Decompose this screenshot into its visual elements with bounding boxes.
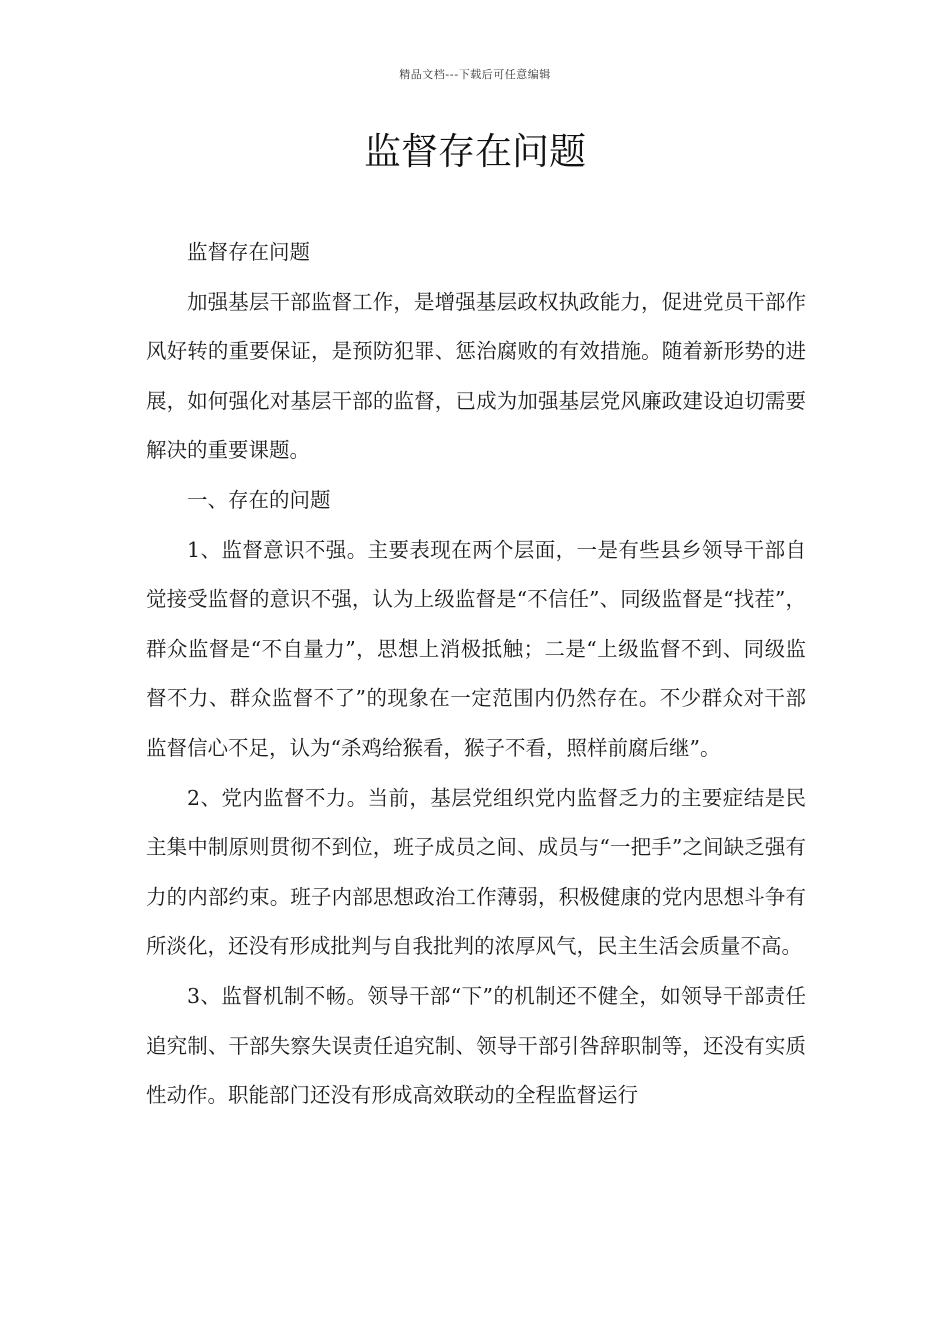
paragraph-item-2: 2、党内监督不力。当前，基层党组织党内监督乏力的主要症结是民主集中制原则贯彻不到位，班子成员之间、成员与“一把手”之间缺乏强有力的内部约束。班子内部思想政治工作薄弱，积极健康的党内思想斗争有所淡化，还没有形成批判与自我批判的浓厚风气，民主生活会质量不高。 bbox=[146, 785, 806, 959]
paragraph-item-3: 3、监督机制不畅。领导干部“下”的机制还不健全，如领导干部责任追究制、干部失察失误责任追究制、领导干部引咎辞职制等，还没有实质性动作。职能部门还没有形成高效联动的全程监督运行 bbox=[146, 983, 806, 1108]
section-heading-problems: 一、存在的问题 bbox=[187, 487, 331, 512]
paragraph-item-1: 1、监督意识不强。主要表现在两个层面，一是有些县乡领导干部自觉接受监督的意识不强，认为上级监督是“不信任”、同级监督是“找茬”，群众监督是“不自量力”，思想上消极抵触；二是“上级监督不到、同级监督不力、群众监督不了”的现象在一定范围内仍然存在。不少群众对干部监督信心不足，认为“杀鸡给猴看，猴子不看，照样前腐后继”。 bbox=[146, 537, 806, 760]
document-body bbox=[146, 228, 806, 1121]
header-note: 精品文档---下载后可任意编辑 bbox=[399, 68, 551, 81]
paragraph-subtitle: 监督存在问题 bbox=[187, 240, 310, 264]
paragraph-intro: 加强基层干部监督工作，是增强基层政权执政能力，促进党员干部作风好转的重要保证，是预防犯罪、惩治腐败的有效措施。随着新形势的进展，如何强化对基层干部的监督，已成为加强基层党风廉政建设迫切需要解决的重要课题。 bbox=[146, 289, 806, 463]
page-title: 监督存在问题 bbox=[364, 130, 586, 173]
